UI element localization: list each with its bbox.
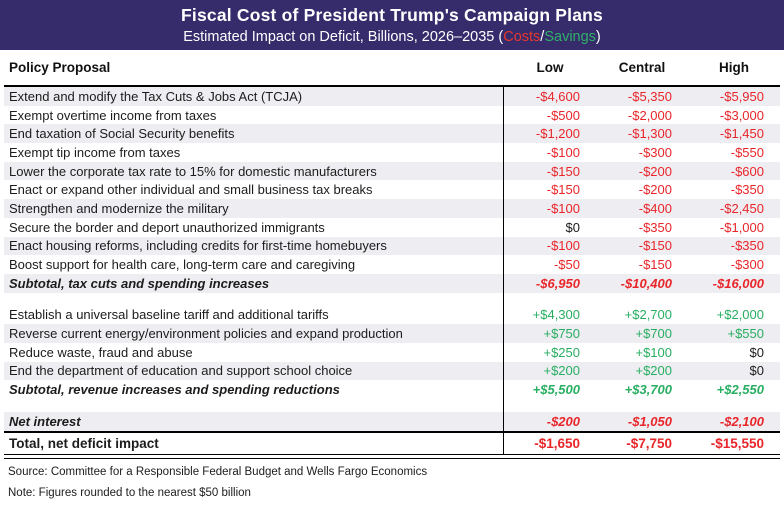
central-value: +$200 bbox=[635, 363, 672, 379]
high-value: -$550 bbox=[730, 144, 764, 160]
low-value: +$750 bbox=[543, 326, 580, 342]
policy-cell: Extend and modify the Tax Cuts & Jobs Act (TCJA) bbox=[9, 88, 303, 104]
policy-cell: Establish a universal baseline tariff and additional tariffs bbox=[9, 307, 329, 323]
low-value: -$100 bbox=[546, 238, 580, 254]
central-value: -$5,350 bbox=[627, 88, 672, 104]
value-cells bbox=[503, 306, 780, 325]
low-value: -$1,650 bbox=[534, 435, 580, 451]
value-cells bbox=[503, 343, 780, 362]
low-value: -$500 bbox=[546, 107, 580, 123]
value-cells bbox=[503, 218, 780, 237]
high-value: -$16,000 bbox=[712, 275, 764, 291]
value-cells bbox=[503, 87, 780, 106]
table-row bbox=[4, 87, 780, 106]
central-value: +$100 bbox=[635, 344, 672, 360]
table-row bbox=[4, 343, 780, 362]
central-value: +$2,700 bbox=[624, 307, 672, 323]
spacer-row bbox=[4, 293, 780, 306]
central-value: +$700 bbox=[635, 326, 672, 342]
central-value: -$350 bbox=[638, 219, 672, 235]
low-value: -$4,600 bbox=[535, 88, 580, 104]
table-row bbox=[4, 106, 780, 125]
policy-cell: Enact housing reforms, including credits for first-time homebuyers bbox=[9, 238, 387, 254]
value-cells bbox=[503, 106, 780, 125]
subtotal-row bbox=[4, 274, 780, 293]
table-row bbox=[4, 218, 780, 237]
policy-cell: Reverse current energy/environment policies and expand production bbox=[9, 326, 403, 342]
central-value: -$7,750 bbox=[626, 435, 672, 451]
central-value: -$200 bbox=[638, 163, 672, 179]
high-value: -$350 bbox=[730, 182, 764, 198]
value-cells bbox=[503, 180, 780, 199]
central-value: -$2,000 bbox=[627, 107, 672, 123]
low-value: -$150 bbox=[546, 182, 580, 198]
policy-cell: Exempt tip income from taxes bbox=[9, 144, 181, 160]
high-value: -$3,000 bbox=[719, 107, 764, 123]
policy-cell: Lower the corporate tax rate to 15% for domestic manufacturers bbox=[9, 163, 377, 179]
total-row bbox=[4, 431, 780, 454]
table-row bbox=[4, 237, 780, 256]
low-value: -$200 bbox=[546, 413, 580, 429]
value-cells bbox=[503, 143, 780, 162]
central-value: -$1,050 bbox=[627, 413, 672, 429]
low-value: -$6,950 bbox=[535, 275, 580, 291]
table-row bbox=[4, 124, 780, 143]
subtotal-row bbox=[4, 380, 780, 399]
table-row bbox=[4, 162, 780, 181]
banner bbox=[0, 0, 784, 50]
low-value: +$4,300 bbox=[532, 307, 580, 323]
table-row bbox=[4, 362, 780, 381]
high-value: -$15,550 bbox=[710, 435, 764, 451]
table-row bbox=[4, 306, 780, 325]
central-value: +$3,700 bbox=[624, 382, 672, 398]
policy-cell: Exempt overtime income from taxes bbox=[9, 107, 217, 123]
subtitle-suffix: ) bbox=[595, 29, 601, 45]
low-value: +$5,500 bbox=[532, 382, 580, 398]
value-cells bbox=[503, 380, 780, 399]
value-cells bbox=[503, 237, 780, 256]
high-value: +$2,000 bbox=[716, 307, 764, 323]
high-value: -$5,950 bbox=[719, 88, 764, 104]
central-value: -$150 bbox=[638, 257, 672, 273]
high-value: -$300 bbox=[730, 257, 764, 273]
policy-cell: Total, net deficit impact bbox=[9, 435, 159, 451]
column-header-high: High bbox=[719, 60, 749, 75]
table-row bbox=[4, 412, 780, 431]
low-value: +$200 bbox=[543, 363, 580, 379]
high-value: +$550 bbox=[727, 326, 764, 342]
table-row bbox=[4, 199, 780, 218]
value-cells bbox=[503, 199, 780, 218]
policy-cell: Subtotal, revenue increases and spending reductions bbox=[9, 382, 340, 398]
value-cells bbox=[503, 433, 780, 454]
spacer-row bbox=[4, 399, 780, 412]
policy-cell: Strengthen and modernize the military bbox=[9, 200, 229, 216]
policy-cell: Boost support for health care, long-term care and caregiving bbox=[9, 257, 356, 273]
high-value: -$2,100 bbox=[719, 413, 764, 429]
value-cells bbox=[503, 162, 780, 181]
column-header-low: Low bbox=[536, 60, 564, 75]
subtitle-prefix: Estimated Impact on Deficit, Billions, 2026–2035 ( bbox=[183, 29, 504, 45]
savings-label: Savings bbox=[544, 29, 596, 45]
policy-table bbox=[4, 50, 780, 459]
table-body bbox=[4, 87, 780, 454]
costs-label: Costs bbox=[503, 29, 541, 45]
table-row bbox=[4, 255, 780, 274]
rounding-note: Note: Figures rounded to the nearest $50 billion bbox=[8, 486, 251, 499]
high-value: -$1,000 bbox=[719, 219, 764, 235]
high-value: $0 bbox=[749, 344, 764, 360]
high-value: +$2,550 bbox=[716, 382, 764, 398]
table-row bbox=[4, 324, 780, 343]
low-value: -$1,200 bbox=[535, 126, 580, 142]
subtitle-separator: / bbox=[540, 29, 545, 45]
policy-cell: Reduce waste, fraud and abuse bbox=[9, 344, 193, 360]
low-value: -$100 bbox=[546, 144, 580, 160]
double-rule bbox=[4, 454, 780, 459]
policy-cell: Secure the border and deport unauthorized immigrants bbox=[9, 219, 325, 235]
column-header-central: Central bbox=[618, 60, 666, 75]
central-value: -$300 bbox=[638, 144, 672, 160]
high-value: -$600 bbox=[730, 163, 764, 179]
low-value: $0 bbox=[565, 219, 580, 235]
central-value: -$200 bbox=[638, 182, 672, 198]
low-value: -$100 bbox=[546, 200, 580, 216]
table-header-row bbox=[4, 50, 780, 87]
policy-cell: End taxation of Social Security benefits bbox=[9, 126, 235, 142]
central-value: -$10,400 bbox=[620, 275, 672, 291]
figure-subtitle bbox=[183, 29, 601, 45]
value-cells bbox=[503, 412, 780, 431]
value-cells bbox=[503, 362, 780, 381]
central-value: -$1,300 bbox=[627, 126, 672, 142]
high-value: -$2,450 bbox=[719, 200, 764, 216]
value-cells bbox=[503, 324, 780, 343]
table-row bbox=[4, 143, 780, 162]
central-value: -$400 bbox=[638, 200, 672, 216]
policy-cell: End the department of education and support school choice bbox=[9, 363, 353, 379]
value-cells bbox=[503, 274, 780, 293]
policy-cell: Enact or expand other individual and small business tax breaks bbox=[9, 182, 373, 198]
high-value: $0 bbox=[749, 363, 764, 379]
policy-cell: Subtotal, tax cuts and spending increases bbox=[9, 275, 270, 291]
low-value: -$150 bbox=[546, 163, 580, 179]
value-cells bbox=[503, 255, 780, 274]
value-cells bbox=[503, 124, 780, 143]
figure-title: Fiscal Cost of President Trump's Campaign Plans bbox=[181, 5, 603, 25]
central-value: -$150 bbox=[638, 238, 672, 254]
footer bbox=[8, 466, 784, 499]
low-value: +$250 bbox=[543, 344, 580, 360]
high-value: -$1,450 bbox=[719, 126, 764, 142]
column-header-policy: Policy Proposal bbox=[9, 60, 111, 75]
low-value: -$50 bbox=[553, 257, 580, 273]
high-value: -$350 bbox=[730, 238, 764, 254]
table-row bbox=[4, 180, 780, 199]
source-note: Source: Committee for a Responsible Federal Budget and Wells Fargo Economics bbox=[8, 465, 428, 478]
policy-cell: Net interest bbox=[9, 413, 81, 429]
